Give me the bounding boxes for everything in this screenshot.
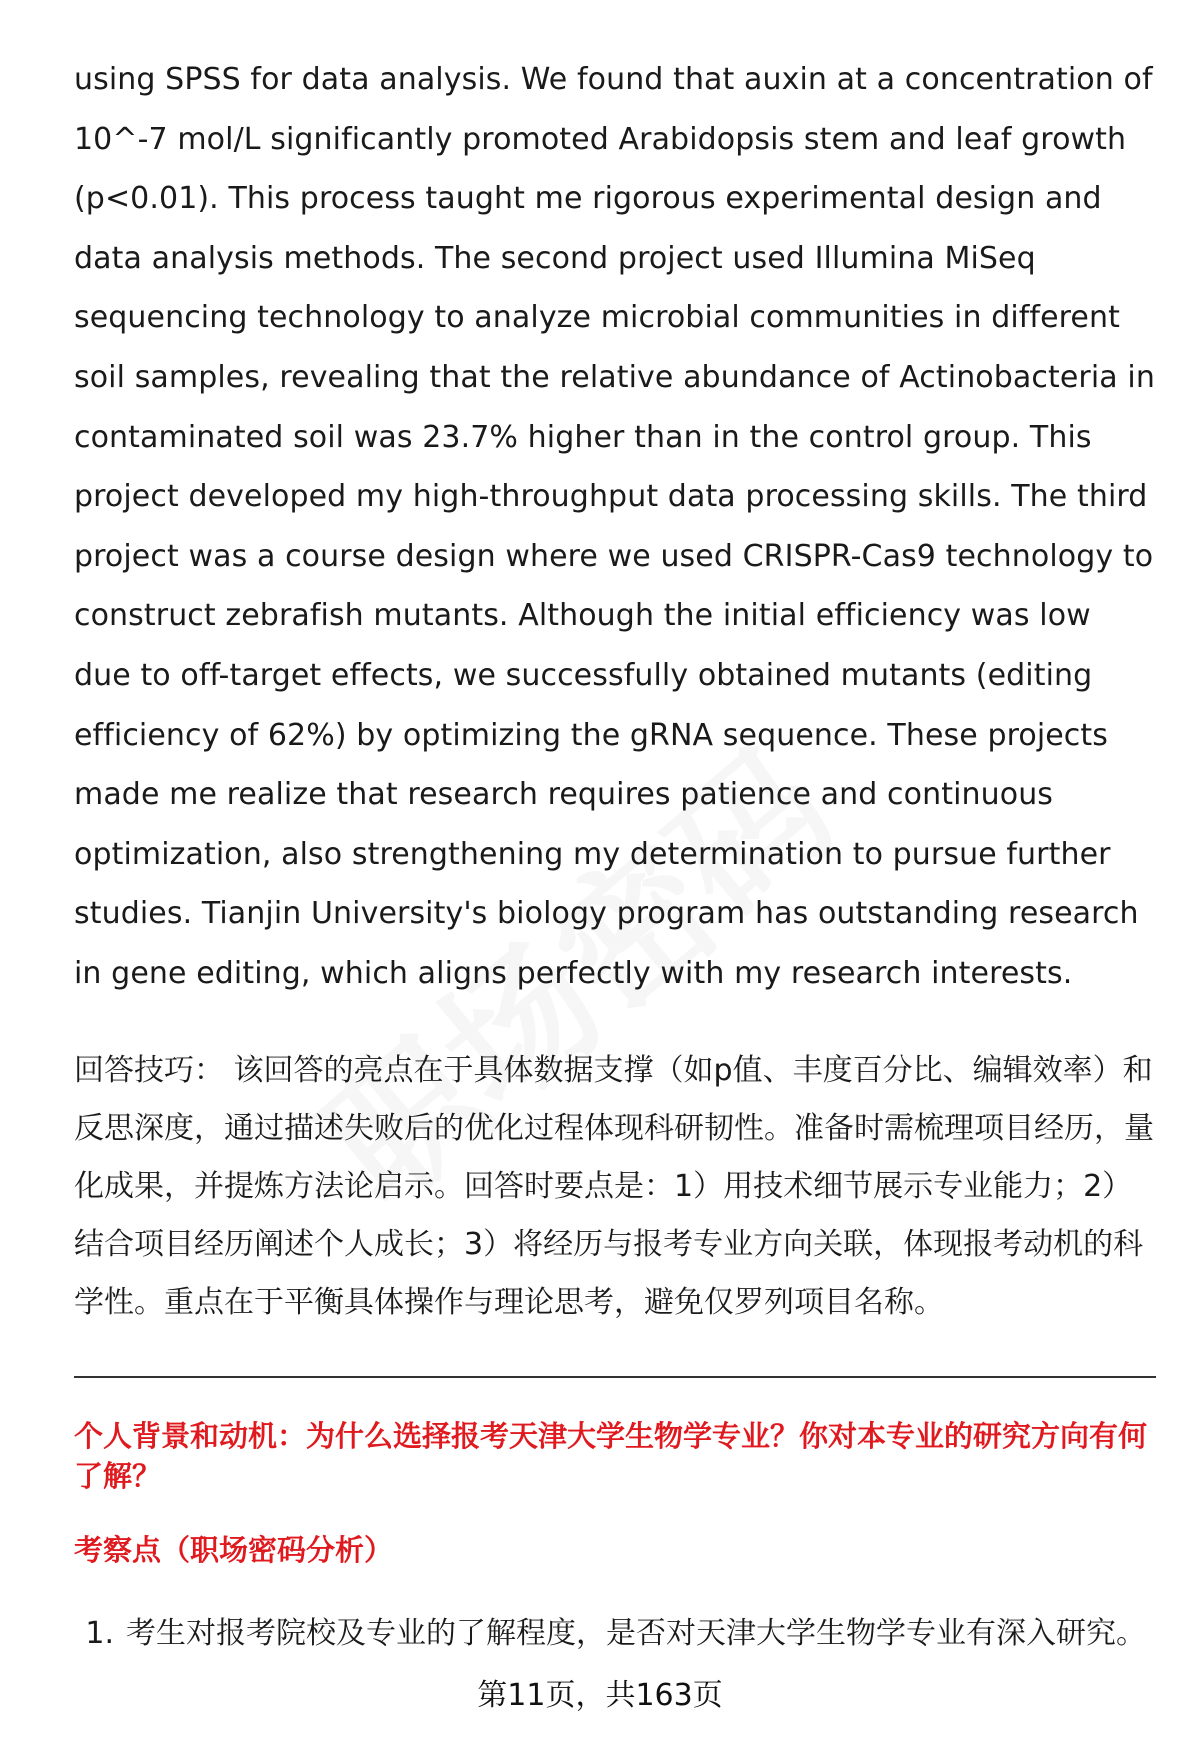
list-item-text: 考生对报考院校及专业的了解程度，是否对天津大学生物学专业有深入研究。 xyxy=(126,1615,1146,1651)
list-item xyxy=(74,1612,1156,1656)
answer-paragraph: using SPSS for data analysis. We found that auxin at a concentration of 10^-7 mol/L significantly promoted Arabidopsis stem and leaf growth (p<0.01). This process taught me rigorous experimental design and data analysis methods. The second project used Illumina MiSeq sequencing technology to analyze microbial communities in different soil samples, revealing that the relative abundance of Actinobacteria in contaminated soil was 23.7% higher than in the control group. This project developed my high-throughput data processing skills. The third project was a course design where we used CRISPR-Cas9 technology to construct zebrafish mutants. Although the initial efficiency was low due to off-target effects, we successfully obtained mutants (editing efficiency of 62%) by optimizing the gRNA sequence. These projects made me realize that research requires patience and continuous optimization, also strengthening my determination to pursue further studies. Tianjin University's biology program has outstanding research in gene editing, which aligns perfectly with my research interests. xyxy=(74,62,1155,991)
assessment-point-list xyxy=(74,1612,1156,1656)
list-item-number: 1. xyxy=(85,1615,114,1651)
section-divider xyxy=(74,1376,1156,1378)
document-page xyxy=(74,50,1156,1656)
page-footer: 第11页，共163页 xyxy=(477,1678,723,1713)
assessment-heading: 考察点（职场密码分析） xyxy=(74,1532,394,1567)
answer-tips-paragraph: 回答技巧： 该回答的亮点在于具体数据支撑（如p值、丰度百分比、编辑效率）和反思深度，通过描述失败后的优化过程体现科研韧性。准备时需梳理项目经历，量化成果，并提炼方法论启示。回答时要点是：1）用技术细节展示专业能力；2）结合项目经历阐述个人成长；3）将经历与报考专业方向关联，体现报考动机的科学性。重点在于平衡具体操作与理论思考，避免仅罗列项目名称。 xyxy=(74,1052,1154,1320)
question-heading: 个人背景和动机：为什么选择报考天津大学生物学专业？你对本专业的研究方向有何了解？ xyxy=(74,1418,1148,1493)
